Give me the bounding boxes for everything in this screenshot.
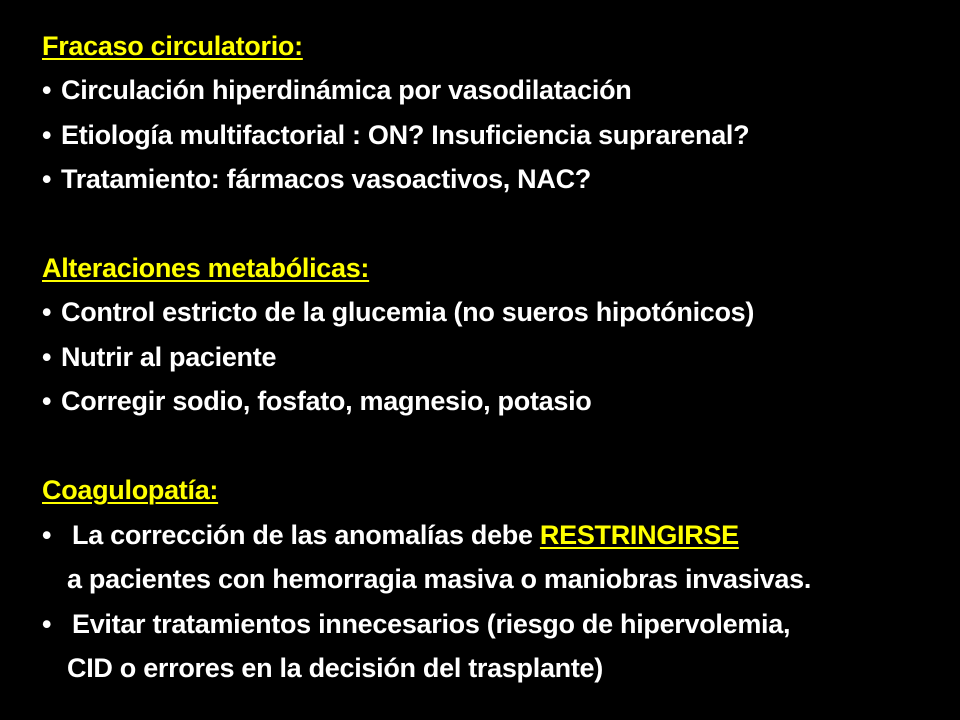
bullet-item <box>42 518 739 552</box>
highlight-restringirse: RESTRINGIRSE <box>539 520 739 550</box>
bullet-item <box>42 607 790 641</box>
bullet-text: Tratamiento: fármacos vasoactivos, NAC? <box>61 164 591 194</box>
bullet-icon: • <box>42 386 52 416</box>
bullet-item <box>42 73 631 107</box>
bullet-item <box>42 384 591 418</box>
section-heading-coagulopathy: Coagulopatía: <box>42 475 219 505</box>
bullet-text: Corregir sodio, fosfato, magnesio, potasio <box>61 386 592 416</box>
bullet-icon: • <box>42 297 52 327</box>
bullet-continuation: a pacientes con hemorragia masiva o maniobras invasivas. <box>67 564 812 594</box>
bullet-icon: • <box>42 120 52 150</box>
bullet-text: Evitar tratamientos innecesarios (riesgo de hipervolemia, <box>72 609 791 639</box>
section-heading-metabolic: Alteraciones metabólicas: <box>42 253 370 283</box>
section-heading-circulatory: Fracaso circulatorio: <box>42 31 303 61</box>
bullet-item <box>42 162 591 196</box>
bullet-icon: • <box>42 520 52 550</box>
bullet-icon: • <box>42 164 52 194</box>
bullet-item <box>42 340 276 374</box>
bullet-item <box>42 118 749 152</box>
bullet-text: Nutrir al paciente <box>61 342 277 372</box>
bullet-icon: • <box>42 75 52 105</box>
bullet-text: Control estricto de la glucemia (no sueros hipotónicos) <box>61 297 755 327</box>
bullet-icon: • <box>42 609 52 639</box>
bullet-text: La corrección de las anomalías debe <box>72 520 540 550</box>
bullet-text: Etiología multifactorial : ON? Insuficiencia suprarenal? <box>61 120 750 150</box>
bullet-icon: • <box>42 342 52 372</box>
bullet-item <box>42 295 754 329</box>
bullet-continuation: CID o errores en la decisión del trasplante) <box>67 653 603 683</box>
bullet-text: Circulación hiperdinámica por vasodilatación <box>61 75 632 105</box>
